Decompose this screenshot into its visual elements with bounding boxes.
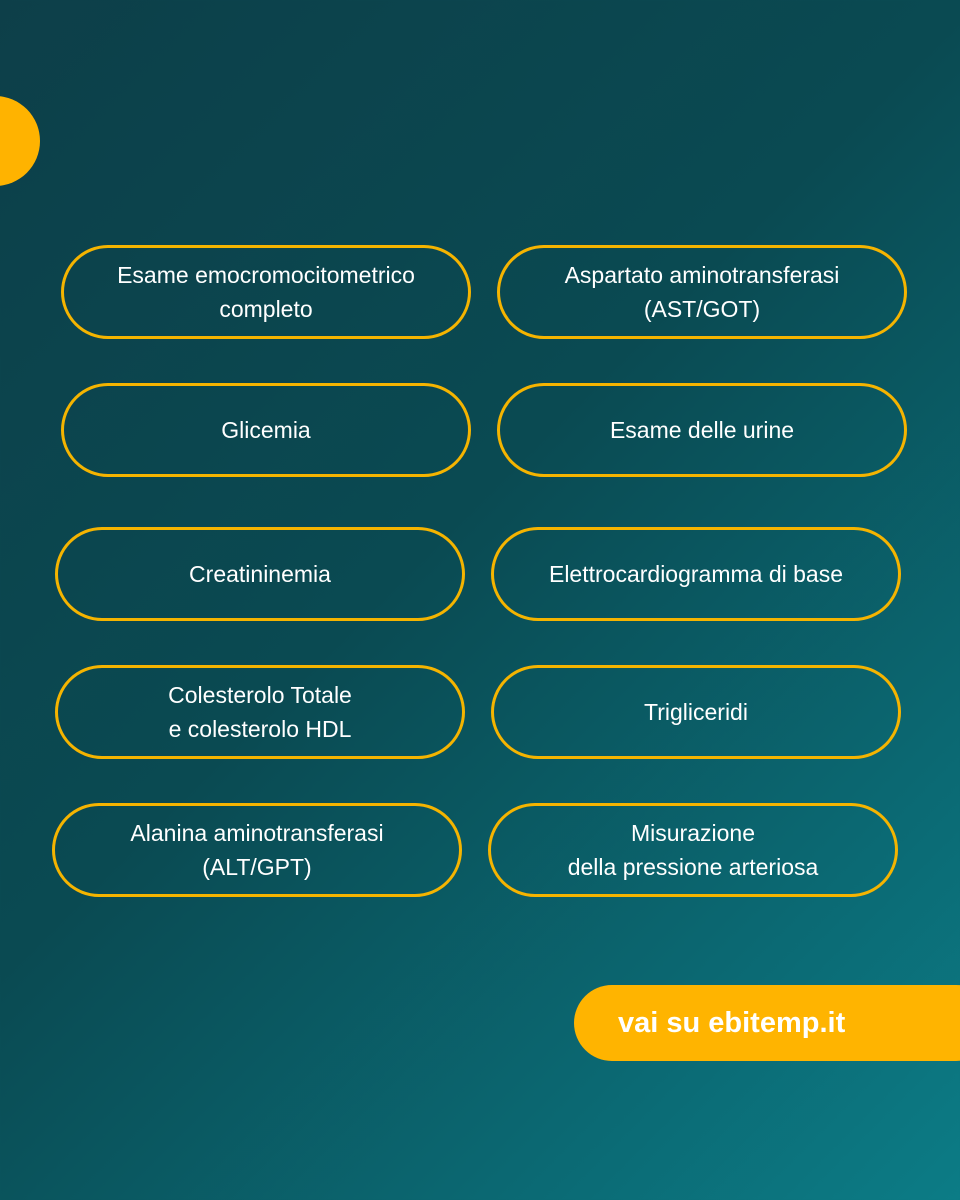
test-pill-alt-gpt xyxy=(52,803,462,897)
test-pill-urine xyxy=(497,383,907,477)
test-pill-ecg xyxy=(491,527,901,621)
visit-website-label: vai su ebitemp.it xyxy=(618,1006,846,1039)
test-pill-label: Trigliceridi xyxy=(644,699,748,725)
test-pill-glicemia xyxy=(61,383,471,477)
test-pill-label: Esame emocromocitometrico completo xyxy=(117,262,415,322)
test-pill-label: Glicemia xyxy=(221,417,311,443)
test-pill-label: Creatininemia xyxy=(189,561,331,587)
test-pill-label: Esame delle urine xyxy=(609,417,795,443)
accent-dot-decoration xyxy=(0,96,40,186)
test-pill-label: Elettrocardiogramma di base xyxy=(548,561,844,587)
test-pill-trigliceridi xyxy=(491,665,901,759)
test-pill-ast-got xyxy=(497,245,907,339)
test-pill-pressione xyxy=(488,803,898,897)
test-pill-creatininemia xyxy=(55,527,465,621)
test-pill-label: Alanina aminotransferasi (ALT/GPT) xyxy=(130,820,384,880)
test-pill-label: Aspartato aminotransferasi (AST/GOT) xyxy=(564,262,840,322)
visit-website-button[interactable] xyxy=(574,985,960,1061)
test-pill-label: Colesterolo Totale e colesterolo HDL xyxy=(168,682,352,742)
test-pill-label: Misurazione della pressione arteriosa xyxy=(567,820,819,880)
test-pill-emocromo xyxy=(61,245,471,339)
test-pill-colesterolo xyxy=(55,665,465,759)
